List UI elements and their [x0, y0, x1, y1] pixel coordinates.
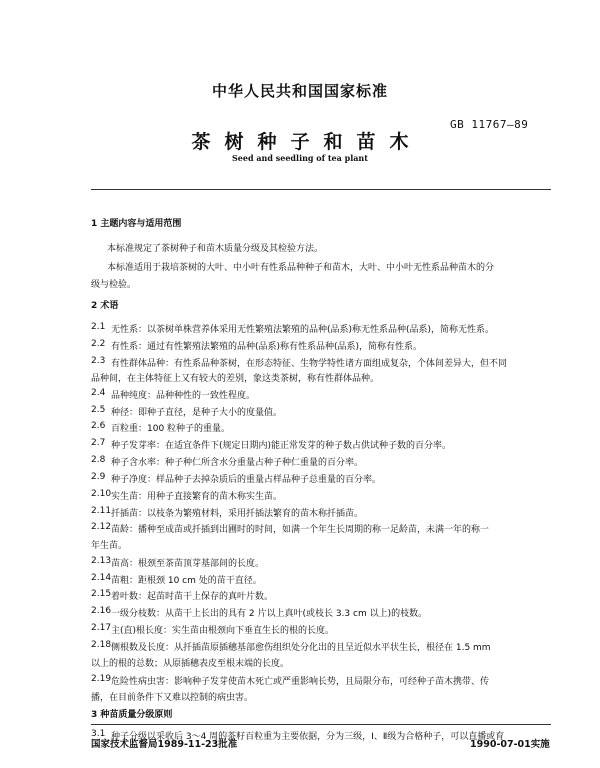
term-number: 2.19 — [91, 674, 112, 684]
term-text: 着叶数：起苗时苗干上保存的真叶片数。 — [111, 592, 274, 602]
term-text: 百粒重：100 粒种子的重量。 — [111, 424, 231, 434]
term-text: 苗高：根颈至茶苗顶芽基部间的长度。 — [111, 559, 265, 569]
term-text: 种子发芽率：在适宜条件下(规定日期内)能正常发芽的种子数占供试种子数的百分率。 — [111, 441, 452, 451]
term-text: 主(直)根长度：实生苗由根颈向下垂直生长的根的长度。 — [111, 626, 335, 636]
section-3-heading: 3 种苗质量分级原则 — [91, 710, 173, 720]
term-number: 2.16 — [91, 606, 112, 616]
section-1-paragraph-1: 本标准规定了茶树种子和苗木质量分级及其检验方法。 — [107, 244, 324, 254]
term-text-cont: 播，在目前条件下又难以控制的病虫害。 — [91, 693, 254, 703]
term-text: 无性系：以茶树单株营养体采用无性繁殖法繁殖的品种(品系)称无性系品种(品系)，简称无性系。 — [111, 325, 495, 335]
term-text: 种子分级以采收后 3～4 周的茶籽百粒重为主要依据，分为三级，Ⅰ、Ⅱ级为合格种子，可以直播或育 — [111, 732, 505, 742]
term-number: 2.17 — [91, 623, 112, 633]
header-divider — [91, 189, 551, 190]
standard-code: GB 11767—89 — [450, 118, 529, 131]
term-text: 苗龄：播种至成苗或扦插到出圃时的时间，如满一个年生长周期的称一足龄苗，未满一年的称一 — [111, 525, 490, 535]
standard-title: 中华人民共和国国家标准 — [211, 82, 388, 100]
section-1-paragraph-2: 本标准适用于栽培茶树的大叶、中小叶有性系品种种子和苗木，大叶、中小叶无性系品种苗木的分 — [107, 263, 495, 273]
term-number: 2.8 — [91, 455, 106, 465]
term-number: 2.14 — [91, 573, 112, 583]
term-text: 种子净度：样品种子去掉杂质后的重量占样品种子总重量的百分率。 — [111, 475, 382, 485]
term-text-cont: 年生苗。 — [91, 541, 128, 551]
term-text: 实生苗：用种子直接繁育的苗木称实生苗。 — [111, 492, 283, 502]
term-number: 2.15 — [91, 589, 112, 599]
term-number: 2.5 — [91, 405, 106, 415]
term-number: 2.7 — [91, 438, 106, 448]
term-text: 有性群体品种：有性系品种茶树，在形态特征、生物学特性诸方面组成复杂，个体间差异大，但不同 — [111, 359, 508, 369]
term-number: 2.10 — [91, 489, 112, 499]
term-number: 2.3 — [91, 356, 106, 366]
document-title: 茶树种子和苗木 — [191, 131, 423, 153]
term-text: 种径：即种子直径，是种子大小的度量值。 — [111, 408, 283, 418]
term-text: 侧根数及长度：从扦插苗原插穗基部愈伤组织处分化出的且呈近似水平状生长，根径在 1.5 mm — [111, 643, 491, 653]
term-text-cont: 品种间，在主体特征上又有较大的差别，象这类茶树，称有性群体品种。 — [91, 374, 380, 384]
term-text: 有性系：通过有性繁殖法繁殖的品种(品系)称有性系品种(品系)，简称有性系。 — [111, 342, 423, 352]
term-number: 2.11 — [91, 506, 112, 516]
term-number: 2.13 — [91, 556, 112, 566]
term-text: 扦插苗：以枝条为繁殖材料，采用扦插法繁育的苗木称扦插苗。 — [111, 509, 364, 519]
term-text: 危险性病虫害：影响种子发芽使苗木死亡或严重影响长势，且局限分布，可经种子苗木携带、传 — [111, 677, 490, 687]
term-number: 3.1 — [91, 729, 106, 739]
term-number: 2.2 — [91, 339, 106, 349]
section-1-paragraph-2-cont: 级与检验。 — [91, 280, 137, 290]
term-number: 2.12 — [91, 522, 112, 532]
term-text: 种子含水率：种子种仁所含水分重量占种子种仁重量的百分率。 — [111, 458, 364, 468]
footer-divider — [91, 724, 551, 725]
implementation-date: 1990-07-01实施 — [470, 739, 550, 750]
term-number: 2.6 — [91, 421, 106, 431]
approval-note: 国家技术监督局1989-11-23批准 — [91, 739, 238, 750]
term-text: 一级分枝数：从苗干上长出的具有 2 片以上真叶(或枝长 3.3 cm 以上)的枝数。 — [111, 609, 428, 619]
term-text: 品种纯度：品种种性的一致性程度。 — [111, 391, 256, 401]
term-text-cont: 以上的根的总数；从原插穗表皮至根末端的长度。 — [91, 659, 290, 669]
term-text: 苗粗：距根颈 10 cm 处的苗干直径。 — [111, 576, 262, 586]
section-2-heading: 2 术语 — [91, 301, 119, 311]
document-title-english: Seed and seedling of tea plant — [232, 153, 368, 163]
term-number: 2.1 — [91, 322, 106, 332]
section-1-heading: 1 主题内容与适用范围 — [91, 219, 182, 229]
term-number: 2.4 — [91, 388, 106, 398]
term-number: 2.18 — [91, 640, 112, 650]
term-number: 2.9 — [91, 472, 106, 482]
